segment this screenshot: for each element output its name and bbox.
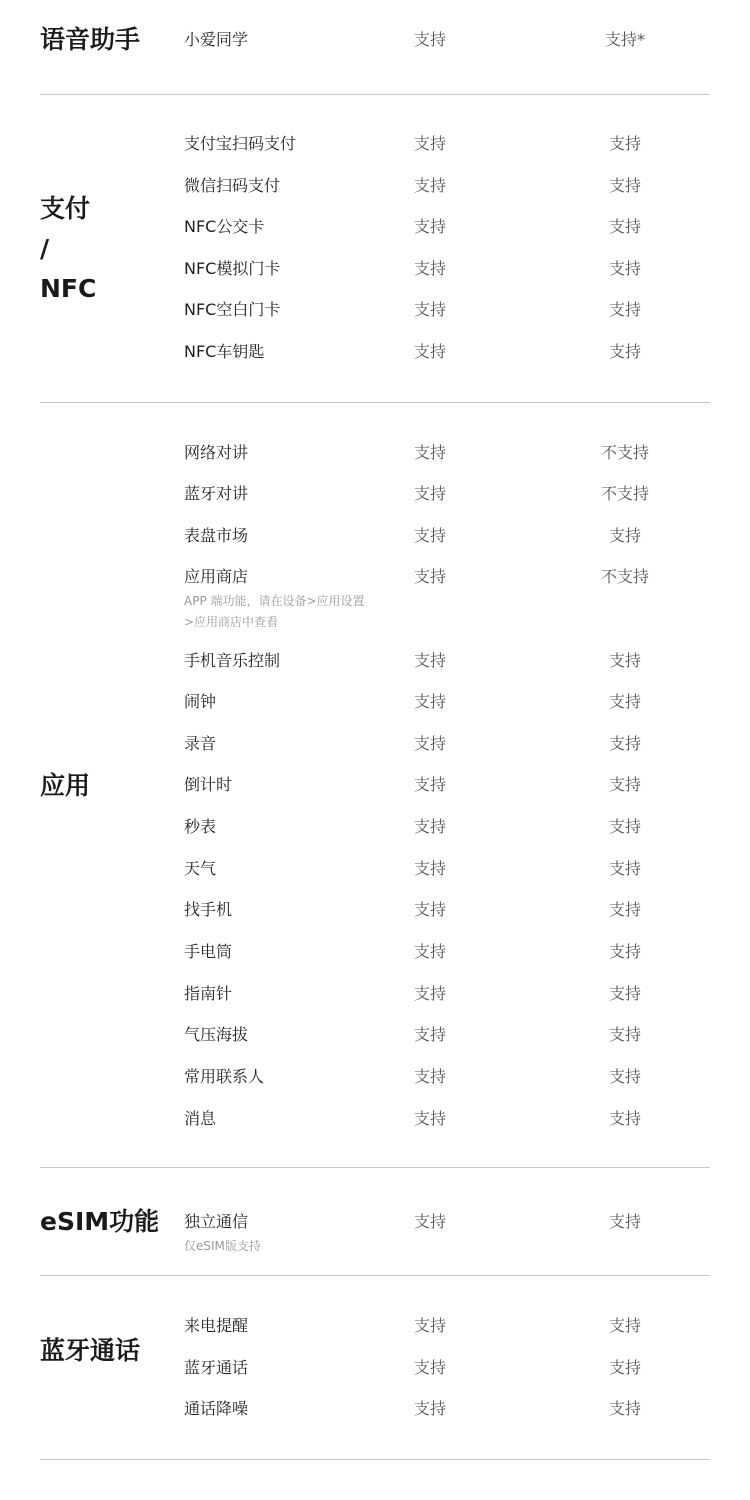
table-row xyxy=(0,938,750,980)
section-divider xyxy=(40,1167,710,1168)
feature-name: 表盘市场 xyxy=(184,526,249,545)
model-a-value: 支持 xyxy=(413,1067,446,1086)
feature-name: 手机音乐控制 xyxy=(184,651,281,670)
feature-note-line1: APP 端功能，请在设备>应用设置 xyxy=(184,594,365,608)
model-b-value: 支持 xyxy=(608,984,641,1003)
feature-name: 独立通信 xyxy=(184,1212,249,1231)
model-a-value: 支持 xyxy=(413,300,446,319)
model-b-value: 不支持 xyxy=(600,443,649,462)
model-a-value: 支持 xyxy=(413,443,446,462)
table-row xyxy=(0,296,750,338)
section-divider xyxy=(40,94,710,95)
model-b-value: 支持 xyxy=(608,176,641,195)
model-a-value: 支持 xyxy=(413,30,446,49)
category-payment-nfc-line1: 支付 xyxy=(40,194,91,223)
table-row xyxy=(0,1395,750,1437)
model-a-value: 支持 xyxy=(413,817,446,836)
feature-name: 闹钟 xyxy=(184,692,217,711)
feature-name: 常用联系人 xyxy=(184,1067,265,1086)
model-a-value: 支持 xyxy=(413,859,446,878)
table-row xyxy=(0,522,750,564)
table-row xyxy=(0,1021,750,1063)
model-b-value: 不支持 xyxy=(600,484,649,503)
feature-name: NFC模拟门卡 xyxy=(184,259,281,278)
feature-name: NFC公交卡 xyxy=(184,217,265,236)
table-row xyxy=(0,647,750,689)
table-row xyxy=(0,563,750,635)
feature-name: 应用商店 xyxy=(184,567,249,586)
model-a-value: 支持 xyxy=(413,484,446,503)
model-a-value: 支持 xyxy=(413,1399,446,1418)
model-a-value: 支持 xyxy=(413,567,446,586)
model-b-value: 支持 xyxy=(608,342,641,361)
model-b-value: 支持 xyxy=(608,900,641,919)
model-a-value: 支持 xyxy=(413,942,446,961)
feature-note-line2: >应用商店中查看 xyxy=(184,615,279,629)
model-a-value: 支持 xyxy=(413,134,446,153)
model-b-value: 不支持 xyxy=(600,567,649,586)
feature-name: 指南针 xyxy=(184,984,233,1003)
feature-name: 微信扫码支付 xyxy=(184,176,281,195)
table-row xyxy=(0,1312,750,1354)
category-apps: 应用 xyxy=(40,771,91,800)
table-row xyxy=(0,130,750,172)
table-row xyxy=(0,1105,750,1147)
model-b-value: 支持 xyxy=(608,526,641,545)
model-b-value: 支持 xyxy=(608,651,641,670)
model-a-value: 支持 xyxy=(413,1316,446,1335)
model-a-value: 支持 xyxy=(413,342,446,361)
feature-name: 倒计时 xyxy=(184,775,233,794)
feature-name: 支付宝扫码支付 xyxy=(184,134,297,153)
table-row xyxy=(0,172,750,214)
table-row xyxy=(0,980,750,1022)
model-a-value: 支持 xyxy=(413,734,446,753)
model-b-value: 支持 xyxy=(608,775,641,794)
table-row xyxy=(0,338,750,380)
model-b-value: 支持 xyxy=(608,1399,641,1418)
model-a-value: 支持 xyxy=(413,900,446,919)
model-b-value: 支持 xyxy=(608,259,641,278)
feature-name: 录音 xyxy=(184,734,217,753)
feature-note: 仅eSIM版支持 xyxy=(184,1239,261,1253)
feature-name: NFC空白门卡 xyxy=(184,300,281,319)
model-b-value: 支持 xyxy=(608,692,641,711)
model-b-value: 支持 xyxy=(608,1316,641,1335)
feature-name: 蓝牙通话 xyxy=(184,1358,249,1377)
table-row xyxy=(0,1354,750,1396)
table-row xyxy=(0,771,750,813)
model-b-value: 支持 xyxy=(608,1212,641,1231)
table-row xyxy=(0,1063,750,1105)
model-b-value: 支持 xyxy=(608,817,641,836)
model-a-value: 支持 xyxy=(413,176,446,195)
feature-name: 蓝牙对讲 xyxy=(184,484,249,503)
category-voice-assistant: 语音助手 xyxy=(40,25,141,54)
feature-name: 网络对讲 xyxy=(184,443,249,462)
table-row xyxy=(0,813,750,855)
model-a-value: 支持 xyxy=(413,259,446,278)
category-payment-nfc-line2: / xyxy=(40,234,50,263)
feature-name: 天气 xyxy=(184,859,217,878)
table-row xyxy=(0,26,750,68)
section-divider xyxy=(40,402,710,403)
category-bluetooth-call: 蓝牙通话 xyxy=(40,1336,141,1365)
model-b-value: 支持 xyxy=(608,1358,641,1377)
model-b-value: 支持 xyxy=(608,1109,641,1128)
model-a-value: 支持 xyxy=(413,1212,446,1231)
model-b-value: 支持 xyxy=(608,1025,641,1044)
table-row xyxy=(0,213,750,255)
table-row xyxy=(0,255,750,297)
model-a-value: 支持 xyxy=(413,775,446,794)
category-payment-nfc-line3: NFC xyxy=(40,274,97,303)
table-row xyxy=(0,439,750,481)
model-a-value: 支持 xyxy=(413,692,446,711)
table-row xyxy=(0,480,750,522)
model-a-value: 支持 xyxy=(413,1025,446,1044)
model-a-value: 支持 xyxy=(413,526,446,545)
model-a-value: 支持 xyxy=(413,651,446,670)
model-b-value: 支持 xyxy=(608,942,641,961)
section-divider xyxy=(40,1459,710,1460)
model-a-value: 支持 xyxy=(413,217,446,236)
feature-name: 来电提醒 xyxy=(184,1316,249,1335)
category-esim: eSIM功能 xyxy=(40,1207,160,1236)
section-divider xyxy=(40,1275,710,1276)
feature-name: 通话降噪 xyxy=(184,1399,249,1418)
feature-name: 找手机 xyxy=(184,900,233,919)
model-a-value: 支持 xyxy=(413,984,446,1003)
table-row xyxy=(0,896,750,938)
feature-name: 秒表 xyxy=(184,817,217,836)
table-row xyxy=(0,688,750,730)
model-b-value: 支持 xyxy=(608,300,641,319)
model-b-value: 支持 xyxy=(608,217,641,236)
feature-name: NFC车钥匙 xyxy=(184,342,265,361)
feature-name: 小爱同学 xyxy=(184,30,249,49)
table-row xyxy=(0,855,750,897)
feature-name: 消息 xyxy=(184,1109,217,1128)
model-b-value: 支持 xyxy=(608,859,641,878)
model-b-value: 支持* xyxy=(604,30,645,49)
model-b-value: 支持 xyxy=(608,734,641,753)
table-row xyxy=(0,1208,750,1258)
model-a-value: 支持 xyxy=(413,1358,446,1377)
feature-name: 手电筒 xyxy=(184,942,233,961)
table-row xyxy=(0,730,750,772)
model-a-value: 支持 xyxy=(413,1109,446,1128)
model-b-value: 支持 xyxy=(608,1067,641,1086)
feature-name: 气压海拔 xyxy=(184,1025,249,1044)
model-b-value: 支持 xyxy=(608,134,641,153)
